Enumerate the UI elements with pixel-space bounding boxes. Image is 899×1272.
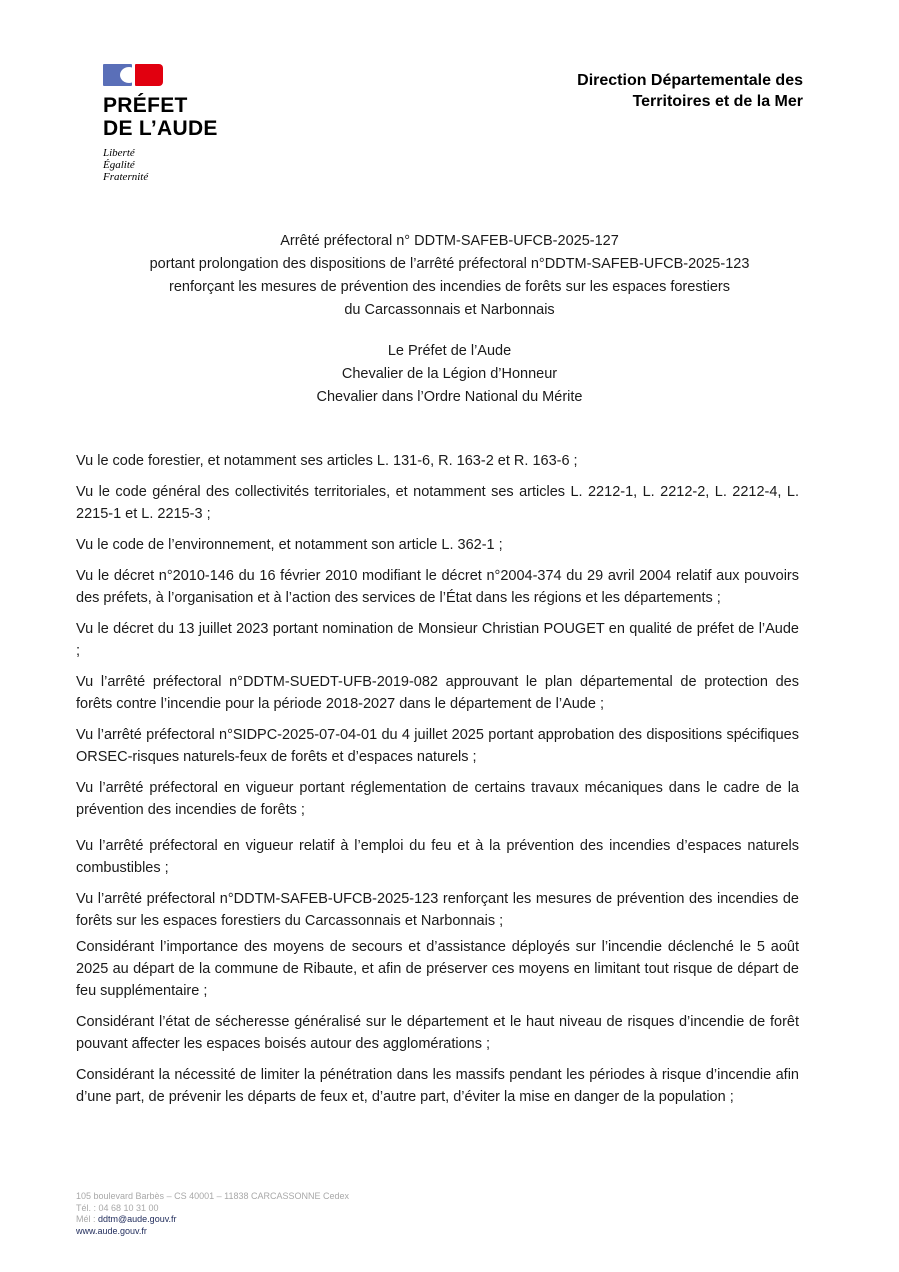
flag-blue-part (103, 64, 132, 86)
title-line: Arrêté préfectoral n° DDTM-SAFEB-UFCB-2025-127 (280, 233, 619, 249)
footer-website-link[interactable]: www.aude.gouv.fr (76, 1225, 147, 1236)
flag-red-part (135, 64, 163, 86)
title-line: renforçant les mesures de prévention des incendies de forêts sur les espaces forestiers (169, 279, 730, 295)
motto-line: Fraternité (103, 171, 149, 183)
logo-line: PRÉFET (103, 94, 188, 117)
footer-contact (76, 1191, 349, 1237)
logo-text (103, 94, 233, 140)
visa-paragraph: Vu le décret du 13 juillet 2023 portant nomination de Monsieur Christian POUGET en qualité de préfet de l’Aude ; (76, 621, 799, 659)
footer-phone: Tél. : 04 68 10 31 00 (76, 1202, 159, 1213)
prefect-line: Le Préfet de l’Aude (387, 343, 512, 359)
visa-paragraph: Vu le décret n°2010-146 du 16 février 2010 modifiant le décret n°2004-374 du 29 avril 2004 relatif aux pouvoirs des préfets, à l’organisation et à l’action des services de l’État dans les régions et les départements ; (76, 568, 799, 606)
motto-line: Égalité (103, 159, 135, 171)
motto-line: Liberté (103, 147, 135, 159)
visa-paragraph: Vu le code de l’environnement, et notamment son article L. 362-1 ; (76, 537, 503, 553)
footer-email-link[interactable]: ddtm@aude.gouv.fr (98, 1214, 177, 1224)
visa-paragraph: Vu l’arrêté préfectoral n°SIDPC-2025-07-04-01 du 4 juillet 2025 portant approbation des dispositions spécifiques ORSEC-risques naturels-feux de forêts et d’espaces naturels ; (76, 727, 799, 765)
logo-line: DE L’AUDE (103, 117, 218, 140)
footer-email-label: Mél : (76, 1214, 99, 1224)
marianne-flag-icon (103, 64, 163, 86)
department-line: Territoires et de la Mer (632, 93, 803, 110)
title-line: du Carcassonnais et Narbonnais (344, 302, 555, 318)
prefect-titles (0, 340, 899, 409)
department-heading (577, 70, 803, 112)
visa-paragraph: Vu le code forestier, et notamment ses articles L. 131-6, R. 163-2 et R. 163-6 ; (76, 453, 578, 469)
department-line: Direction Départementale des (577, 72, 803, 89)
considering-paragraph: Considérant l’importance des moyens de secours et d’assistance déployés sur l’incendie déclenché le 5 août 2025 au départ de la commune de Ribaute, et afin de préserver ces moyens en limitant tout risque de départ de feu supplémentaire ; (76, 939, 799, 999)
title-line: portant prolongation des dispositions de l’arrêté préfectoral n°DDTM-SAFEB-UFCB-2025-123 (149, 256, 750, 272)
considering-paragraph: Considérant l’état de sécheresse généralisé sur le département et le haut niveau de risques d’incendie de forêt pouvant affecter les espaces boisés autour des agglomérations ; (76, 1014, 799, 1052)
prefect-line: Chevalier dans l’Ordre National du Mérite (316, 389, 583, 405)
visa-paragraph: Vu l’arrêté préfectoral n°DDTM-SAFEB-UFCB-2025-123 renforçant les mesures de prévention des incendies de forêts sur les espaces forestiers du Carcassonnais et Narbonnais ; (76, 891, 799, 929)
considering-paragraph: Considérant la nécessité de limiter la pénétration dans les massifs pendant les périodes à risque d’incendie afin d’une part, de prévenir les départs de feux et, d’autre part, d’éviter la mise en danger de la population ; (76, 1067, 799, 1105)
visa-paragraph: Vu l’arrêté préfectoral en vigueur portant réglementation de certains travaux mécaniques dans le cadre de la prévention des incendies de forêts ; (76, 780, 799, 818)
prefect-line: Chevalier de la Légion d’Honneur (341, 366, 558, 382)
visa-paragraph: Vu le code général des collectivités territoriales, et notamment ses articles L. 2212-1, L. 2212-2, L. 2212-4, L. 2215-1 et L. 2215-3 ; (76, 484, 799, 522)
prefecture-logo (103, 64, 233, 183)
footer-email-line (76, 1214, 349, 1226)
visa-paragraph: Vu l’arrêté préfectoral n°DDTM-SUEDT-UFB-2019-082 approuvant le plan départemental de protection des forêts contre l’incendie pour la période 2018-2027 dans le département de l’Aude ; (76, 674, 799, 712)
decree-title (0, 230, 899, 322)
republic-motto (103, 147, 233, 183)
decree-body (76, 450, 799, 1108)
visa-paragraph: Vu l’arrêté préfectoral en vigueur relatif à l’emploi du feu et à la prévention des incendies d’espaces naturels combustibles ; (76, 838, 799, 876)
footer-address: 105 boulevard Barbès – CS 40001 – 11838 CARCASSONNE Cedex (76, 1191, 349, 1201)
